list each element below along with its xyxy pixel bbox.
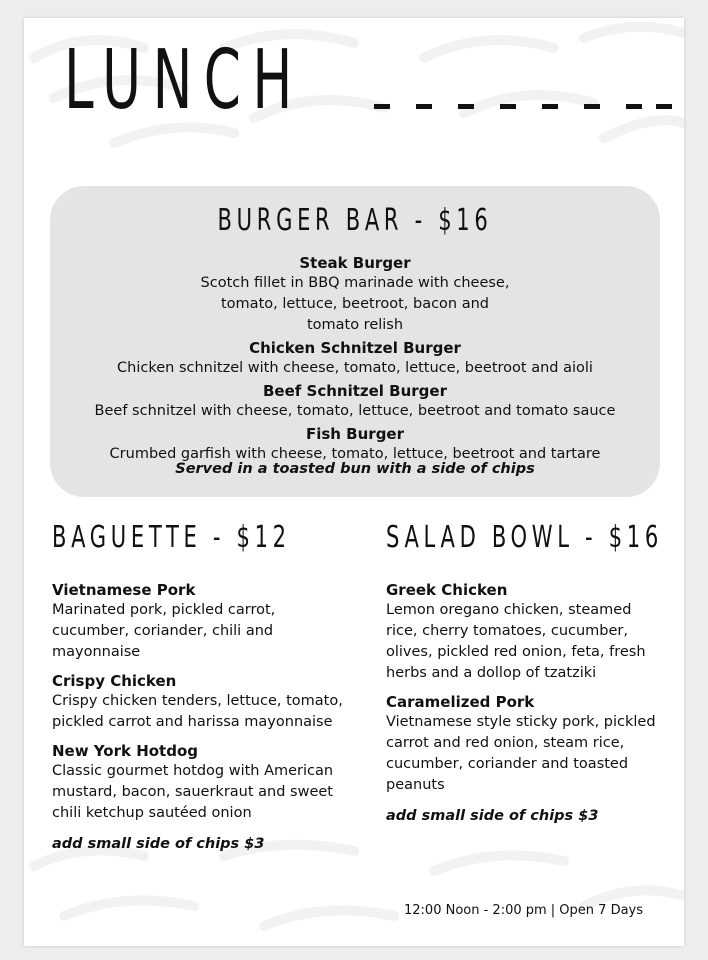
list-item bbox=[52, 581, 312, 663]
menu-page bbox=[24, 18, 684, 946]
baguette-heading: BAGUETTE - $12 bbox=[52, 520, 291, 555]
item-description: Chicken schnitzel with cheese, tomato, lettuce, beetroot and aioli bbox=[117, 360, 593, 376]
burger-bar-note: Served in a toasted bun with a side of chips bbox=[175, 461, 535, 477]
item-description: Vietnamese style sticky pork, pickled carrot and red onion, steam rice, cucumber, coriander and toasted peanuts bbox=[386, 714, 656, 793]
title-dashes bbox=[374, 102, 674, 112]
item-name: Caramelized Pork bbox=[386, 693, 535, 711]
item-description: Beef schnitzel with cheese, tomato, lettuce, beetroot and tomato sauce bbox=[94, 403, 616, 419]
leaf-pattern-bottom bbox=[24, 836, 684, 946]
opening-hours: 12:00 Noon - 2:00 pm | Open 7 Days bbox=[404, 903, 644, 918]
item-name: Steak Burger bbox=[299, 254, 411, 272]
page-title: LUNCH bbox=[64, 33, 304, 128]
list-item bbox=[386, 581, 666, 684]
item-name: Vietnamese Pork bbox=[52, 581, 196, 599]
baguette-note: add small side of chips $3 bbox=[52, 836, 265, 852]
item-description: Classic gourmet hotdog with American mustard, bacon, sauerkraut and sweet chili ketchup sautéed onion bbox=[52, 763, 334, 821]
baguette-section bbox=[52, 520, 352, 852]
item-name: New York Hotdog bbox=[52, 742, 199, 760]
item-name: Chicken Schnitzel Burger bbox=[249, 339, 461, 357]
list-item bbox=[50, 382, 660, 422]
list-item bbox=[52, 742, 342, 824]
salad-bowl-section bbox=[386, 520, 684, 824]
list-item bbox=[50, 339, 660, 379]
item-name: Crispy Chicken bbox=[52, 672, 177, 690]
list-item bbox=[50, 254, 660, 336]
item-description: Lemon oregano chicken, steamed rice, cherry tomatoes, cucumber, olives, pickled red onion, feta, fresh herbs and a dollop of tzatziki bbox=[386, 602, 646, 681]
item-description: Crumbed garfish with cheese, tomato, lettuce, beetroot and tartare bbox=[109, 446, 601, 462]
burger-bar-section bbox=[50, 186, 660, 497]
list-item bbox=[50, 425, 660, 465]
item-description: Scotch fillet in BBQ marinade with cheese, tomato, lettuce, beetroot, bacon and tomato relish bbox=[200, 275, 510, 333]
burger-bar-list bbox=[50, 254, 660, 468]
salad-bowl-note: add small side of chips $3 bbox=[386, 808, 599, 824]
item-name: Fish Burger bbox=[305, 425, 405, 443]
list-item bbox=[52, 672, 352, 733]
burger-bar-heading: BURGER BAR - $16 bbox=[217, 203, 493, 238]
salad-bowl-heading: SALAD BOWL - $16 bbox=[386, 520, 663, 555]
list-item bbox=[386, 693, 656, 796]
item-name: Beef Schnitzel Burger bbox=[263, 382, 447, 400]
item-name: Greek Chicken bbox=[386, 581, 508, 599]
item-description: Marinated pork, pickled carrot, cucumber, coriander, chili and mayonnaise bbox=[52, 602, 276, 660]
item-description: Crispy chicken tenders, lettuce, tomato, pickled carrot and harissa mayonnaise bbox=[52, 693, 343, 730]
